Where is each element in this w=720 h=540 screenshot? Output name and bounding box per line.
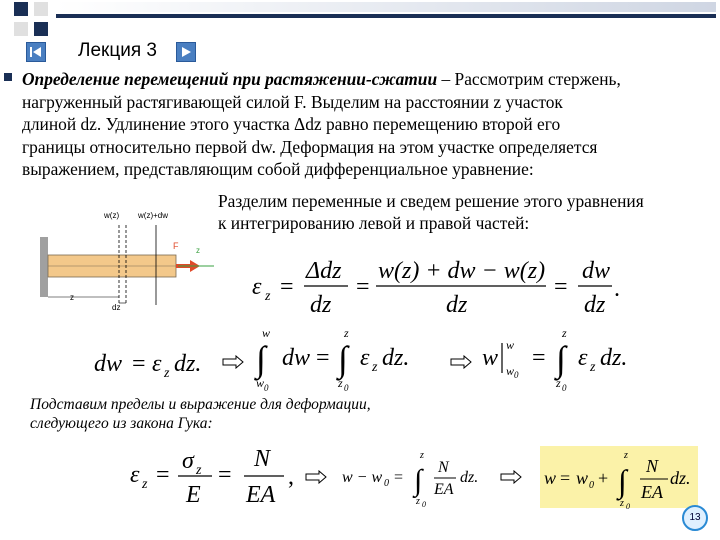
svg-text:=: = xyxy=(218,462,232,488)
svg-text:∫: ∫ xyxy=(338,339,348,379)
svg-text:dz.: dz. xyxy=(174,351,202,377)
formula-dw xyxy=(94,345,214,385)
header-band xyxy=(56,2,716,12)
svg-text:EA: EA xyxy=(434,481,454,498)
label-z: z xyxy=(70,293,74,302)
svg-text:z: z xyxy=(344,326,349,340)
svg-text:dw: dw xyxy=(282,345,311,371)
svg-text:Δdz: Δdz xyxy=(306,258,342,284)
deco-square xyxy=(14,2,28,16)
svg-text:∫: ∫ xyxy=(556,339,566,379)
para-line: границы относительно первой dw. Деформация на этом участке определяется xyxy=(22,136,598,157)
svg-text:+: + xyxy=(598,468,609,488)
svg-text:N: N xyxy=(646,456,659,476)
svg-text:z: z xyxy=(624,450,628,461)
para-line: нагруженный растягивающей силой F. Выделим на расстоянии z участок xyxy=(22,91,563,112)
svg-text:ε: ε xyxy=(578,345,588,371)
para-line xyxy=(22,68,714,91)
svg-text:z: z xyxy=(556,376,561,390)
para-line: выражением, представляющим собой дифференциальное уравнение: xyxy=(22,159,534,180)
svg-text:=: = xyxy=(132,351,146,377)
svg-text:EA: EA xyxy=(246,482,276,508)
svg-text:dz: dz xyxy=(584,292,606,318)
label-wz-dw: w(z)+dw xyxy=(138,211,169,220)
svg-text:dz.: dz. xyxy=(460,469,479,486)
svg-text:0: 0 xyxy=(384,478,389,489)
svg-text:N: N xyxy=(438,459,449,476)
para-line: следующего из закона Гука: xyxy=(30,415,213,432)
svg-text:∫: ∫ xyxy=(414,464,423,497)
svg-text:0: 0 xyxy=(514,370,519,380)
svg-text:z: z xyxy=(416,496,420,507)
deco-square xyxy=(14,22,28,36)
formula-w-eval xyxy=(482,325,652,395)
hooke-paragraph xyxy=(30,395,371,433)
svg-text:z: z xyxy=(265,289,271,304)
svg-text:=: = xyxy=(316,345,330,371)
svg-text:dw: dw xyxy=(94,351,123,377)
svg-text:=: = xyxy=(554,274,568,300)
page-number-badge: 13 xyxy=(682,505,708,531)
svg-text:dz.: dz. xyxy=(670,468,691,488)
forward-arrow-icon xyxy=(177,43,195,61)
svg-text:z: z xyxy=(196,463,202,478)
svg-text:∫: ∫ xyxy=(256,339,266,379)
implies-arrow-icon xyxy=(305,470,327,484)
svg-text:ε: ε xyxy=(252,274,262,300)
header-line xyxy=(56,14,716,18)
svg-text:0: 0 xyxy=(344,383,349,393)
label-force: F xyxy=(173,241,179,251)
svg-text:=: = xyxy=(356,274,370,300)
svg-text:0: 0 xyxy=(589,480,594,491)
svg-text:0: 0 xyxy=(626,502,630,511)
wall xyxy=(40,237,48,297)
svg-text:σ: σ xyxy=(182,448,194,474)
next-slide-button[interactable] xyxy=(176,42,196,62)
svg-text:z: z xyxy=(562,326,567,340)
svg-text:z: z xyxy=(338,376,343,390)
separation-paragraph xyxy=(218,190,644,234)
svg-text:z: z xyxy=(590,360,596,375)
svg-text:ε: ε xyxy=(130,462,140,488)
label-dz: dz xyxy=(112,303,121,312)
svg-text:dz.: dz. xyxy=(382,345,410,371)
svg-text:w − w: w − w xyxy=(342,469,383,486)
lecture-title: Лекция 3 xyxy=(78,40,157,61)
svg-text:z: z xyxy=(164,366,170,381)
svg-text:=: = xyxy=(156,462,170,488)
back-arrow-icon xyxy=(27,43,45,61)
svg-text:w: w xyxy=(482,345,499,371)
svg-text:=: = xyxy=(394,469,404,486)
prev-slide-button[interactable] xyxy=(26,42,46,62)
implies-arrow-icon xyxy=(500,470,522,484)
label-z-axis: z xyxy=(196,246,200,255)
deco-square xyxy=(34,22,48,36)
svg-text:w: w xyxy=(256,376,265,390)
svg-text:=: = xyxy=(560,468,571,488)
label-wz: w(z) xyxy=(104,211,120,220)
para-line: Разделим переменные и сведем решение этого уравнения xyxy=(218,191,644,211)
svg-text:N: N xyxy=(254,446,271,472)
svg-text:z: z xyxy=(372,360,378,375)
svg-text:w: w xyxy=(506,338,515,352)
implies-arrow-icon xyxy=(222,355,244,369)
svg-text:∫: ∫ xyxy=(618,463,627,499)
svg-text:w(z) + dw − w(z): w(z) + dw − w(z) xyxy=(378,258,546,284)
svg-text:w: w xyxy=(576,468,589,488)
svg-text:ε: ε xyxy=(152,351,162,377)
para-line: длиной dz. Удлинение этого участка Δdz равно перемещению второй его xyxy=(22,114,561,135)
svg-text:E: E xyxy=(186,482,201,508)
para-text: – Рассмотрим стержень, xyxy=(437,69,621,89)
formula-final xyxy=(542,446,698,512)
svg-text:=: = xyxy=(532,345,546,371)
svg-text:z: z xyxy=(142,477,148,492)
deco-square xyxy=(34,2,48,16)
formula-w-minus xyxy=(342,448,492,510)
svg-text:ε: ε xyxy=(360,345,370,371)
svg-text:0: 0 xyxy=(562,383,567,393)
svg-text:dz: dz xyxy=(310,292,332,318)
para-line: Подставим пределы и выражение для деформации, xyxy=(30,396,371,413)
para-line: к интегрированию левой и правой частей: xyxy=(218,213,530,233)
svg-text:w: w xyxy=(262,326,271,340)
paragraph-heading: Определение перемещений при растяжении-сжатии xyxy=(22,69,438,89)
formula-integral xyxy=(252,325,432,395)
svg-text:z: z xyxy=(620,498,624,509)
svg-text:=: = xyxy=(280,274,294,300)
svg-text:EA: EA xyxy=(641,482,663,502)
rod-diagram xyxy=(28,205,218,315)
svg-text:dz: dz xyxy=(446,292,468,318)
formula-hooke xyxy=(130,442,305,512)
implies-arrow-icon xyxy=(450,355,472,369)
bullet-icon xyxy=(4,73,12,81)
formula-strain-definition xyxy=(248,248,628,320)
svg-text:w: w xyxy=(506,364,515,378)
intro-paragraph xyxy=(22,68,714,181)
svg-text:z: z xyxy=(420,450,424,461)
svg-text:,: , xyxy=(288,464,294,490)
svg-text:dw: dw xyxy=(582,258,611,284)
svg-text:.: . xyxy=(614,276,620,302)
svg-text:w: w xyxy=(544,468,557,488)
svg-text:dz.: dz. xyxy=(600,345,628,371)
svg-text:0: 0 xyxy=(422,500,426,509)
svg-text:0: 0 xyxy=(264,383,269,393)
